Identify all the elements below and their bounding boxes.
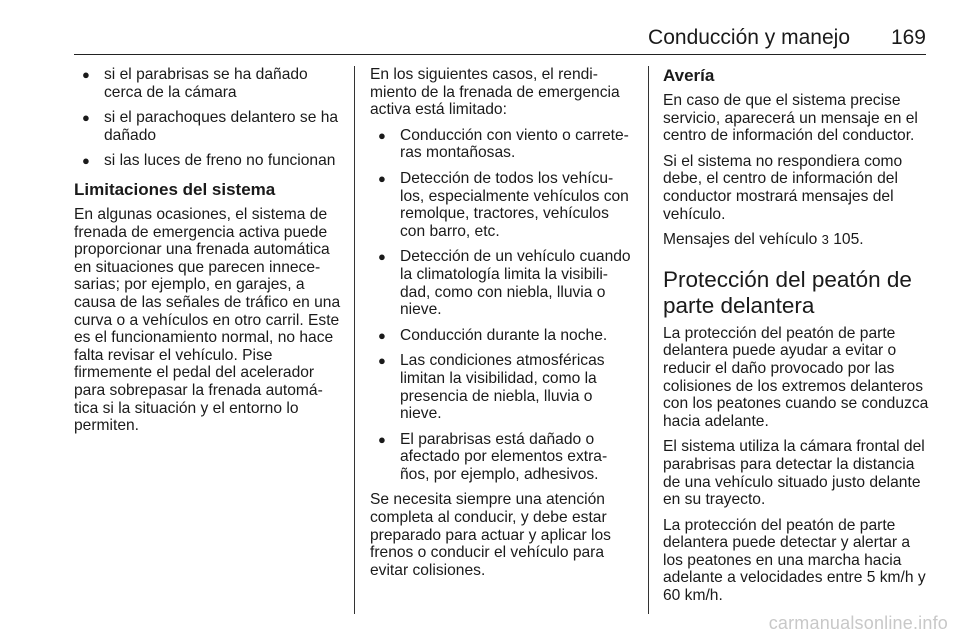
reference-link[interactable]: 105. [833,231,864,249]
page-number: 169 [890,26,926,49]
paragraph: En algunas ocasiones, el sistema de frenada de emergencia activa puede proporcionar una frenada automática en situaciones que parecen innece‐sarias; por ejemplo, en garajes, a causa de las señales de tráfico en una curva o a vehículos en otro carril. Este es el funcionamiento normal, no hace falta revisar el vehículo. Pise firmemente el pedal del acelerador para sobrepasar la frenada automá‐tica si la situación y el entorno lo permiten. [74,205,341,435]
paragraph: El sistema utiliza la cámara frontal del parabrisas para detectar la distancia de una vehículo situado justo delante en su trayecto. [663,438,925,509]
column-1 [74,66,346,443]
cross-reference: Mensajes del vehículo 3 105. [663,231,864,249]
watermark: carmanualsonline.info [768,613,948,633]
list-item: ● Conducción con viento o carrete‐ras montañosas. [378,126,629,162]
list-item: ● El parabrisas está dañado o afectado por elementos extra‐ños, por ejemplo, adhesivos. [378,430,608,483]
column-divider-2 [648,66,649,614]
paragraph: La protección del peatón de parte delantera puede detectar y alertar a los peatones en una marcha hacia adelante a velocidades entre 5 km/h y 60 km/h. [663,516,926,605]
list-item: ● Las condiciones atmosféricas limitan la visibilidad, como la presencia de niebla, lluvia o nieve. [378,352,605,423]
list-item: ● Conducción durante la noche. [378,326,608,344]
bullet-icon: ● [378,327,386,343]
bullet-icon: ● [378,249,386,265]
chapter-heading: Protección del peatón de parte delantera [663,266,912,318]
list-item: ● si el parachoques delantero se ha dañado [82,109,339,144]
bullet-icon: ● [82,67,90,82]
paragraph: En caso de que el sistema precise servicio, aparecerá un mensaje en el centro de información del conductor. [663,92,918,145]
page-header [74,20,926,55]
bullet-icon: ● [82,153,90,169]
column-2 [370,66,636,587]
section-title: Conducción y manejo [648,26,850,49]
column-3 [663,66,931,613]
list-item: ● Detección de todos los vehícu‐los, especialmente vehículos con remolque, tractores, vehículos con barro, etc. [378,169,629,240]
paragraph: En los siguientes casos, el rendi‐miento de la frenada de emergencia activa está limitado: [370,66,620,119]
reference-arrow-icon: 3 [821,232,829,248]
paragraph: Si el sistema no respondiera como debe, el centro de información del conductor mostrará mensajes del vehículo. [663,152,903,223]
bullet-icon: ● [82,110,90,126]
column-divider-1 [354,66,355,614]
section-heading: Limitaciones del sistema [74,179,276,199]
list-item: ● si el parabrisas se ha dañado cerca de la cámara [82,66,308,101]
section-heading: Avería [663,66,715,85]
bullet-icon: ● [378,353,386,369]
list-item: ● si las luces de freno no funcionan [82,152,336,170]
list-item: ● Detección de un vehículo cuando la climatología limita la visibili‐dad, como con niebla, lluvia o nieve. [378,248,631,319]
bullet-icon: ● [378,170,386,186]
paragraph: La protección del peatón de parte delantera puede ayudar a evitar o reducir el daño provocado por las colisiones de los extremos delanteros con los peatones cuando se conduzca hacia adelante. [663,324,929,430]
bullet-icon: ● [378,431,386,447]
bullet-icon: ● [378,127,386,143]
paragraph: Se necesita siempre una atención completa al conducir, y debe estar preparado para actuar y aplicar los frenos o conducir el vehículo para evitar colisiones. [370,491,611,579]
